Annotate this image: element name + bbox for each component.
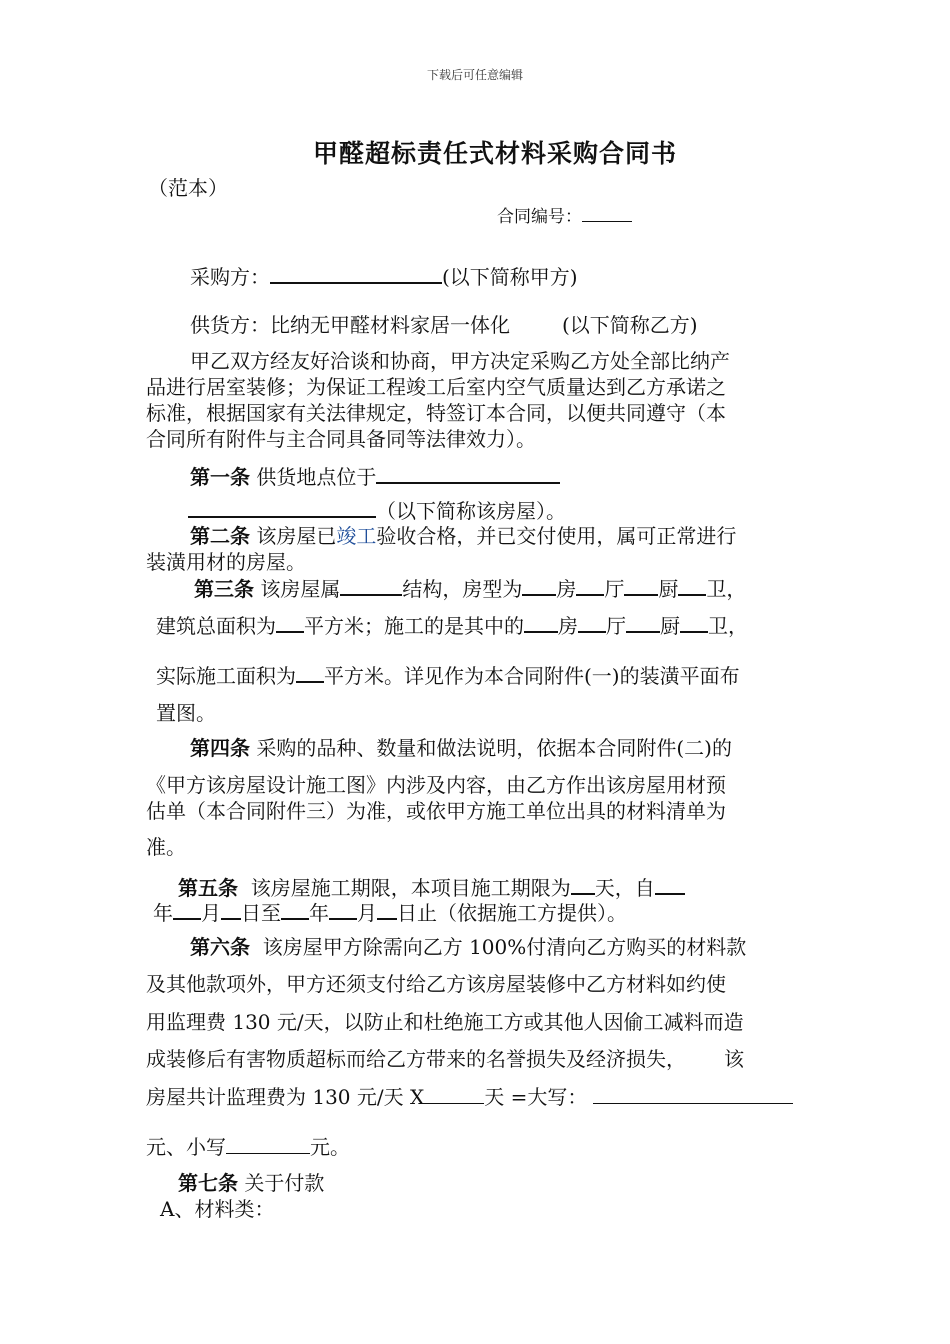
- supplier-suffix: (以下简称乙方): [562, 313, 698, 337]
- a3-l2d: 厅: [606, 614, 626, 638]
- article-1-note: （以下简称该房屋）。: [376, 499, 566, 523]
- article-3-line-4: 置图。: [156, 701, 216, 725]
- a6-l6b: 元。: [310, 1135, 350, 1159]
- a3-l2a: 建筑总面积为: [156, 614, 276, 638]
- a5-l2a: 年: [153, 901, 173, 925]
- a3-t1: 该房屋属: [260, 577, 341, 601]
- a3-l2f: 卫，: [708, 614, 748, 638]
- contract-number-blank: [582, 201, 632, 222]
- article-1-line-1: [190, 462, 560, 490]
- fee-days-blank: [424, 1083, 484, 1104]
- article-1-line-2: [188, 496, 566, 524]
- document-title: 甲醛超标责任式材料采购合同书: [312, 139, 677, 168]
- work-kitchens-blank: [626, 611, 660, 633]
- a3-t6: 卫，: [706, 577, 747, 601]
- article-3-line-3: [156, 661, 740, 689]
- a4-l1: 采购的品种、数量和做法说明，依据本合同附件(二)的: [256, 736, 732, 760]
- a5-l2f: 日止（依据施工方提供）。: [397, 901, 627, 925]
- fee-uppercase-blank: [593, 1083, 793, 1104]
- article-5-heading: 第五条: [178, 876, 238, 900]
- work-rooms-blank: [524, 611, 558, 633]
- article-7-heading: 第七条: [178, 1171, 238, 1195]
- article-3-heading: 第三条: [194, 577, 254, 601]
- article-5-line-1: [178, 873, 685, 901]
- article-7-line-1: [178, 1170, 324, 1196]
- a5-l2b: 月: [201, 901, 221, 925]
- article-4-line-2: 《甲方该房屋设计施工图》内涉及内容，由乙方作出该房屋用材预: [146, 773, 726, 797]
- article-2-text-b: 验收合格，并已交付使用，属可正常进行: [376, 524, 737, 548]
- article-4-line-1: [190, 735, 732, 761]
- supplier-line: [190, 312, 698, 338]
- a3-l2e: 厨: [660, 614, 680, 638]
- article-6-line-2: 及其他款项外，甲方还须支付给乙方该房屋装修中乙方材料如约使: [146, 972, 726, 996]
- article-7-sub-a: A、材料类：: [160, 1197, 275, 1221]
- contract-number: [497, 201, 632, 230]
- work-baths-blank: [680, 611, 708, 633]
- a5-l1a: 该房屋施工期限，本项目施工期限为: [250, 876, 571, 900]
- structure-blank: [340, 574, 402, 596]
- end-year-blank: [281, 898, 309, 920]
- a3-l2c: 房: [558, 614, 578, 638]
- halls-blank: [576, 574, 604, 596]
- a6-l5b: 天 =大写：: [484, 1085, 588, 1109]
- article-1-address-blank: [376, 462, 560, 484]
- buyer-label: 采购方：: [190, 265, 270, 289]
- total-area-blank: [276, 611, 304, 633]
- document-subtitle: （范本）: [148, 176, 228, 200]
- supplier-label: 供货方：比纳无甲醛材料家居一体化: [190, 313, 510, 337]
- a7-text: 关于付款: [244, 1171, 325, 1195]
- intro-line-1: 甲乙双方经友好洽谈和协商，甲方决定采购乙方处全部比纳产: [190, 349, 730, 373]
- article-3-line-1: [194, 574, 746, 602]
- article-4-line-4: 准。: [146, 835, 186, 859]
- a6-l6a: 元、小写: [146, 1135, 226, 1159]
- intro-line-4: 合同所有附件与主合同具备同等法律效力）。: [146, 427, 536, 451]
- start-day-blank: [221, 898, 241, 920]
- rooms-blank: [522, 574, 556, 596]
- end-day-blank: [377, 898, 397, 920]
- a3-l3b: 平方米。详见作为本合同附件(一)的装潢平面布: [324, 664, 740, 688]
- work-halls-blank: [578, 611, 606, 633]
- work-area-blank: [296, 661, 324, 683]
- period-days-blank: [571, 873, 595, 895]
- article-4-heading: 第四条: [190, 736, 250, 760]
- article-1-heading: 第一条: [190, 465, 250, 489]
- intro-line-3: 标准，根据国家有关法律规定，特签订本合同，以便共同遵守（本: [146, 401, 726, 425]
- baths-blank: [678, 574, 706, 596]
- article-6-line-1: [190, 934, 746, 960]
- article-5-line-2: [153, 898, 627, 926]
- buyer-blank: [270, 262, 442, 284]
- article-1-address-blank-2: [188, 496, 376, 518]
- a6-l1: 该房屋甲方除需向乙方 100%付清向乙方购买的材料款: [262, 935, 747, 959]
- kitchens-blank: [624, 574, 658, 596]
- a5-l2d: 年: [309, 901, 329, 925]
- a3-t2: 结构，房型为: [402, 577, 523, 601]
- a5-l2c: 日至: [241, 901, 281, 925]
- a3-l3a: 实际施工面积为: [156, 664, 296, 688]
- contract-number-label: 合同编号：: [497, 207, 582, 227]
- fee-number-blank: [226, 1133, 310, 1154]
- a5-l1b: 天，自: [594, 876, 655, 900]
- buyer-line: [190, 262, 578, 290]
- article-2-line-1: [190, 523, 736, 549]
- intro-line-2: 品进行居室装修；为保证工程竣工后室内空气质量达到乙方承诺之: [146, 375, 726, 399]
- article-6-line-3: 用监理费 130 元/天，以防止和杜绝施工方或其他人因偷工减料而造: [146, 1010, 744, 1034]
- article-2-line-2: 装潢用材的房屋。: [146, 550, 306, 574]
- page-header-note: 下载后可任意编辑: [426, 68, 523, 82]
- buyer-suffix: (以下简称甲方): [442, 265, 578, 289]
- a6-l4a: 成装修后有害物质超标而给乙方带来的名誉损失及经济损失，: [146, 1047, 686, 1071]
- article-2-link-word: 竣工: [336, 524, 377, 548]
- a3-l2b: 平方米；施工的是其中的: [304, 614, 524, 638]
- a5-l2e: 月: [357, 901, 377, 925]
- start-year-blank: [655, 873, 685, 895]
- a6-l5a: 房屋共计监理费为 130 元/天 X: [146, 1085, 425, 1109]
- article-3-line-2: [156, 611, 748, 639]
- article-2-text-a: 该房屋已: [256, 524, 337, 548]
- article-6-heading: 第六条: [190, 935, 250, 959]
- a3-t5: 厨: [658, 577, 679, 601]
- a6-l4b: 该: [724, 1047, 744, 1071]
- end-month-blank: [329, 898, 357, 920]
- article-6-line-6: [146, 1133, 350, 1160]
- article-2-heading: 第二条: [190, 524, 250, 548]
- article-6-line-4: [146, 1046, 744, 1072]
- a3-t3: 房: [556, 577, 577, 601]
- start-month-blank: [173, 898, 201, 920]
- article-6-line-5: [146, 1083, 793, 1110]
- a3-t4: 厅: [604, 577, 625, 601]
- article-4-line-3: 估单（本合同附件三）为准，或依甲方施工单位出具的材料清单为: [146, 799, 726, 823]
- article-1-text: 供货地点位于: [256, 465, 377, 489]
